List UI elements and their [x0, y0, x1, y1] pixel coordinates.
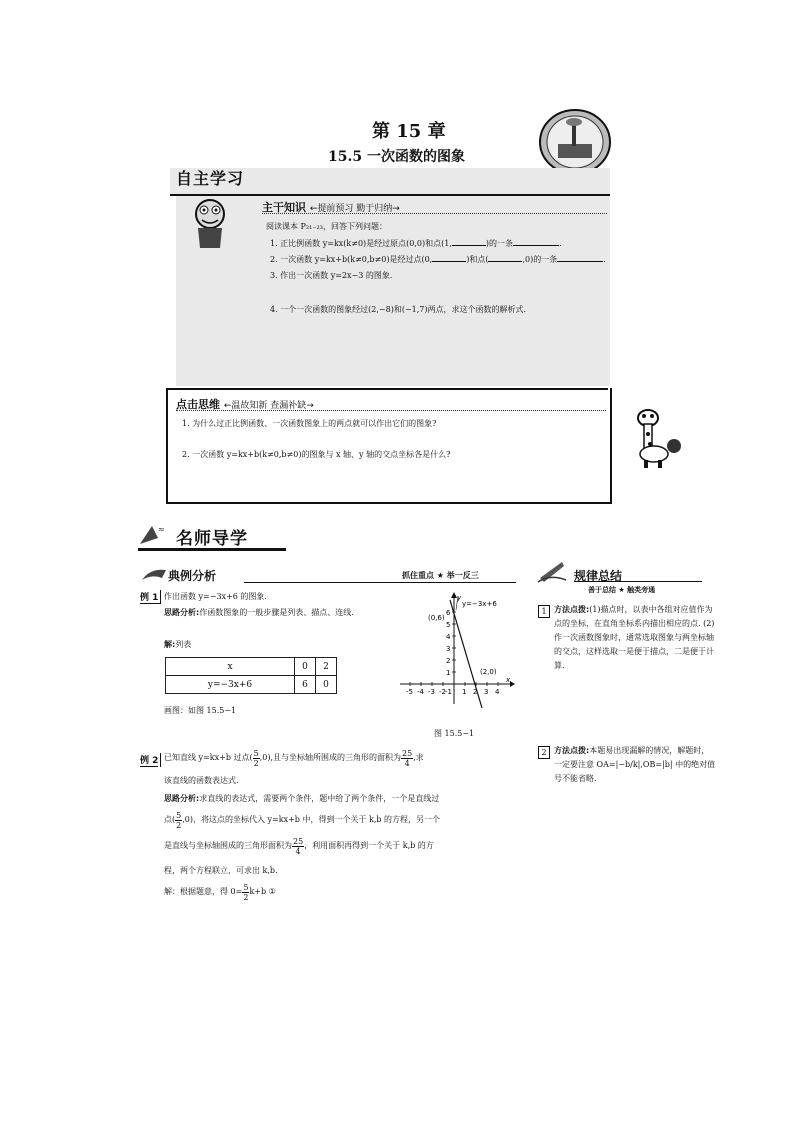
- x-tick-label: 4: [495, 688, 500, 696]
- x-tick-label: -2: [439, 688, 446, 696]
- table-cell: 2: [316, 658, 337, 676]
- ex1-solve-label: 解:: [164, 640, 176, 649]
- line-equation-label: y=−3x+6: [462, 600, 497, 608]
- ex1-label: 例 1: [140, 590, 160, 604]
- teacher-icon: [136, 522, 172, 548]
- dotted-rule: [262, 213, 607, 214]
- section-title: 15.5 一次函数的图象: [328, 149, 465, 165]
- x-tick-label: -5: [406, 688, 413, 696]
- ex1-label-bar: [160, 590, 161, 604]
- ex2-idea-line2: 点( $\frac{5}{2}$ ,0)，将这点的坐标代入 y=kx+b 中，得到一个关于 k,b 的方程，另一个: [164, 810, 441, 830]
- rule-1-label: 方法点拨:: [554, 605, 590, 614]
- self-study-banner: 自主学习: [176, 169, 245, 188]
- y-tick-label: 6: [446, 609, 451, 617]
- x-tick-label: 3: [484, 688, 489, 696]
- ex2-label: 例 2: [140, 753, 158, 767]
- rules-icon: [536, 558, 568, 584]
- y-axis-label: y: [457, 594, 462, 602]
- ex1-idea-text: 作函数图象的一般步骤是列表、描点、连线.: [199, 608, 354, 617]
- fraction-five-halves: $\frac{5}{2}$: [253, 748, 259, 768]
- chapter-badge-icon: [538, 108, 612, 176]
- graph-figure: [398, 592, 516, 708]
- point-a-label: (0,6): [428, 614, 445, 622]
- ex2-t2: ,0),且与坐标轴所围成的三角形的面积为: [259, 753, 402, 762]
- q2-part-a: 2. 一次函数 y=kx+b(k≠0,b≠0)是经过点(0,: [270, 255, 433, 264]
- rule-2-text-a: 本题易出现漏解的情况，解题时，一定要注意 OA=: [554, 746, 710, 769]
- rules-sub: 善于总结 ★ 触类旁通: [588, 586, 656, 594]
- ex1-value-table: [165, 657, 337, 694]
- rule-2-text-b: −b/k: [618, 760, 638, 769]
- ex2-idea3a: 是直线与坐标轴围成的三角形面积为: [164, 841, 292, 850]
- frog-mascot-icon: [186, 196, 234, 252]
- q2-blank-2[interactable]: [488, 253, 522, 262]
- ex2-solve-a: 解：根据题意，得 0=: [164, 887, 243, 896]
- x-axis-arrow: [510, 681, 515, 687]
- teacher-banner: 名师导学: [176, 529, 248, 549]
- ex1-text: 作出函数 y=−3x+6 的图象.: [164, 592, 267, 601]
- question-1: 1. 正比例函数 y=kx(k≠0)是经过原点(0,0)和点(1, )的一条 .: [270, 239, 562, 248]
- fraction-five-halves: $\frac{5}{2}$: [243, 882, 249, 902]
- thinking-label: 点击思维: [176, 398, 220, 411]
- ex2-t1: 已知直线 y=kx+b 过点: [164, 753, 250, 762]
- giraffe-mascot-icon: [626, 404, 684, 470]
- rule-2-text-c: ,OB=|b| 中的绝对值号不能省略.: [554, 760, 716, 783]
- teacher-banner-rule: [138, 548, 286, 551]
- y-tick-label: 1: [446, 669, 451, 677]
- table-cell: 6: [295, 676, 316, 694]
- svg-text:≈: ≈: [158, 525, 165, 534]
- question-4: 4. 一个一次函数的图象经过(2,−8)和(−1,7)两点，求这个函数的解析式.: [270, 305, 527, 314]
- graph-caption: 图 15.5−1: [434, 729, 475, 738]
- y-tick-label: 2: [446, 657, 451, 665]
- rule-1-text: (1)描点时，以表中各组对应值作为点的坐标，在直角坐标系内描出相应的点. (2)作一次函数图象时，通常选取图象与两坐标轴的交点，这样选取一是便于描点，二是便于计算.: [554, 605, 715, 670]
- rule-1: [538, 603, 716, 673]
- y-tick-label: 4: [446, 633, 451, 641]
- ex2-idea2b: ,0)，将这点的坐标代入 y=kx+b 中，得到一个关于 k,b 的方程，另一个: [182, 815, 441, 824]
- table-header-y: y=−3x+6: [166, 676, 295, 694]
- y-tick-label: 3: [446, 645, 451, 653]
- q1-part-b: )的一条: [485, 239, 514, 248]
- rule-2-number: 2: [538, 746, 550, 759]
- example-sub: 抓住重点 ★ 举一反三: [402, 571, 479, 580]
- fraction-five-halves: $\frac{5}{2}$: [176, 810, 182, 830]
- fraction-25-4: $\frac{25}{4}$: [402, 748, 413, 768]
- ex2-solve-b: k+b ①: [249, 887, 276, 896]
- example-title: 典例分析: [168, 569, 217, 583]
- ex2-label-bar: [160, 753, 161, 767]
- intro-text: 阅读课本 P₂₁₋₂₃，回答下列问题：: [266, 222, 387, 231]
- table-header-x: x: [166, 658, 295, 676]
- ex2-idea2a: 点: [164, 815, 172, 824]
- q1-part-a: 1. 正比例函数 y=kx(k≠0)是经过原点(0,0)和点(1,: [270, 239, 452, 248]
- point-b-label: (2,0): [480, 668, 497, 676]
- x-tick-label: 2: [473, 688, 478, 696]
- ex1-solve: [164, 638, 191, 652]
- thinking-dotted-rule: [176, 410, 606, 411]
- ex1-idea: [164, 606, 390, 620]
- table-cell: 0: [295, 658, 316, 676]
- rule-2: 2 方法点拨:本题易出现漏解的情况，解题时，一定要注意 OA=|−b/k|,OB=|b| 中的绝对值号不能省略.: [538, 744, 716, 786]
- thinking-q1: 1. 为什么过正比例函数、一次函数图象上的两点就可以作出它们的图象?: [182, 419, 437, 428]
- x-axis-label: x: [506, 676, 511, 684]
- ex2-idea-line4: 程，两个方程联立，可求出 k,b.: [164, 866, 278, 875]
- ex2-solve: [164, 880, 276, 904]
- ex2-idea3b: ，利用面积再得到一个关于 k,b 的方: [304, 841, 434, 850]
- ex2-line2: 该直线的函数表达式.: [164, 776, 239, 785]
- ex2-line1: 已知直线 y=kx+b 过点( $\frac{5}{2}$ ,0),且与坐标轴所围成的三角形的面积为 $\frac{25}{4}$ ,求: [164, 748, 424, 768]
- main-knowledge-label: 主干知识: [262, 201, 306, 214]
- q2-part-c: ,0)的一条: [522, 255, 558, 264]
- q2-blank-3[interactable]: [557, 253, 603, 262]
- q2-blank-1[interactable]: [432, 253, 466, 262]
- thinking-q2: 2. 一次函数 y=kx+b(k≠0,b≠0)的图象与 x 轴、y 轴的交点坐标各是什么?: [182, 450, 451, 459]
- question-3: 3. 作出一次函数 y=2x−3 的图象.: [270, 271, 393, 280]
- example-icon: [140, 566, 168, 582]
- q1-blank-2[interactable]: [513, 237, 559, 246]
- ex2-idea1: 求直线的表达式，需要两个条件，题中给了两个条件，一个是直线过: [199, 794, 440, 803]
- rule-2-label: 方法点拨:: [554, 746, 590, 755]
- ex2-idea-label: 思路分析:: [164, 794, 200, 803]
- y-tick-label: 5: [446, 621, 451, 629]
- x-tick-label: -3: [428, 688, 435, 696]
- q2-part-b: )和点(: [466, 255, 489, 264]
- question-2: 2. 一次函数 y=kx+b(k≠0,b≠0)是经过点(0, )和点( ,0)的一条 .: [270, 255, 606, 264]
- x-tick-label: 1: [462, 688, 467, 696]
- q1-blank-1[interactable]: [452, 237, 486, 246]
- ex2-idea: [164, 792, 439, 806]
- rules-title: 规律总结: [574, 569, 623, 583]
- chapter-title: 第 15 章: [372, 121, 446, 142]
- main-knowledge-sub: ←提前预习 勤于归纳→: [309, 204, 400, 214]
- ex1-solve-text: 列表: [175, 640, 192, 649]
- ex1-draw: 画图：如图 15.5−1: [164, 706, 237, 715]
- thinking-top-rule: [166, 388, 608, 390]
- ex1-idea-label: 思路分析:: [164, 608, 200, 617]
- x-tick-label: -4: [417, 688, 424, 696]
- ex2-t3: ,求: [413, 753, 424, 762]
- ex2-idea-line3: [164, 834, 434, 858]
- thinking-sub: ←温故知新 查漏补缺→: [223, 401, 314, 411]
- self-study-panel: [176, 196, 610, 386]
- table-cell: 0: [316, 676, 337, 694]
- fraction-25-4: $\frac{25}{4}$: [293, 836, 304, 856]
- example-rule: [244, 582, 516, 583]
- rules-rule: [574, 581, 702, 582]
- rule-1-number: 1: [538, 605, 550, 618]
- x-tick-label: -1: [445, 688, 452, 696]
